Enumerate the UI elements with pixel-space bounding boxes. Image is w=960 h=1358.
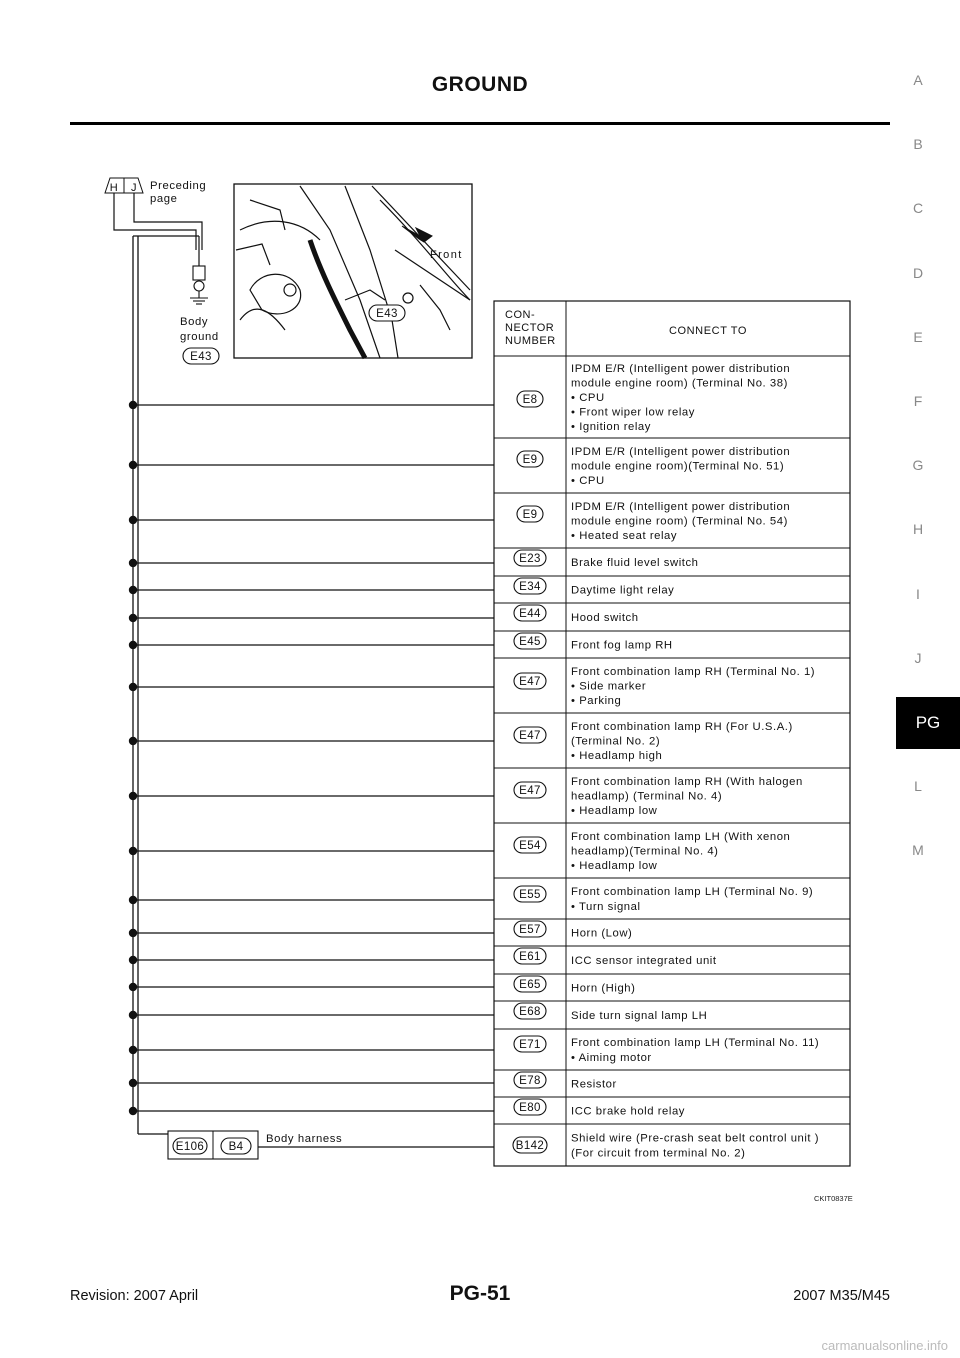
connector-tag-e8: E8 — [522, 394, 538, 406]
connect-to-text: • Front wiper low relay — [571, 406, 695, 419]
side-index-f: F — [913, 393, 923, 409]
junction-dot — [129, 1107, 137, 1115]
side-index-m: M — [912, 842, 924, 859]
connector-tag-e65: E65 — [519, 979, 541, 991]
side-index-j: J — [914, 649, 922, 666]
junction-dot — [129, 847, 137, 855]
connect-to-text: IPDM E/R (Intelligent power distribution — [571, 500, 791, 513]
junction-dot — [129, 586, 137, 594]
connect-to-text: module engine room)(Terminal No. 51) — [571, 460, 785, 473]
harness-connector-b4: B4 — [228, 1141, 244, 1153]
ground-eyelet-icon — [194, 281, 204, 291]
connector-tag-e9: E9 — [522, 454, 538, 466]
connect-to-text: module engine room) (Terminal No. 38) — [571, 377, 788, 390]
preceding-letter-j: J — [130, 182, 138, 194]
connect-to-text: Front combination lamp LH (Terminal No. 9) — [571, 886, 814, 899]
connector-tag-e55: E55 — [519, 889, 541, 901]
connector-tag-e71: E71 — [519, 1039, 541, 1051]
connector-tag-e34: E34 — [519, 581, 541, 593]
junction-dot — [129, 1011, 137, 1019]
connector-tag-e80: E80 — [519, 1102, 541, 1114]
connect-to-text: Front combination lamp RH (With halogen — [571, 775, 803, 788]
harness-connector-e106: E106 — [175, 1141, 205, 1153]
body-ground-label: Body — [180, 316, 209, 328]
side-index-i: I — [916, 585, 920, 602]
junction-dot — [129, 614, 137, 622]
connector-tag-e57: E57 — [519, 924, 541, 936]
body-ground-label: ground — [180, 331, 219, 343]
connector-tag-e47: E47 — [519, 676, 541, 688]
junction-dot — [129, 1079, 137, 1087]
connect-to-text: • Side marker — [571, 680, 647, 693]
junction-dot — [129, 896, 137, 904]
connect-to-text: • Headlamp low — [571, 805, 658, 818]
connect-to-text: • Headlamp high — [571, 750, 663, 763]
side-index-c: C — [912, 200, 924, 217]
table-header-connect-to: CONNECT TO — [668, 325, 748, 337]
connect-to-text: IPDM E/R (Intelligent power distribution — [571, 362, 791, 375]
junction-dot — [129, 516, 137, 524]
figure-code: CKIT0837E — [814, 1194, 853, 1203]
ground-terminal-icon — [193, 266, 205, 280]
table-header-connector-number: NUMBER — [505, 335, 556, 347]
connect-to-text: • CPU — [571, 392, 605, 404]
connect-to-text: Front combination lamp LH (With xenon — [571, 830, 791, 843]
connector-tag-e44: E44 — [519, 608, 541, 620]
connect-to-text: • Heated seat relay — [571, 530, 678, 543]
connect-to-text: Brake fluid level switch — [571, 557, 699, 569]
footer-revision: Revision: 2007 April — [70, 1288, 199, 1304]
connector-tag-e78: E78 — [519, 1075, 541, 1087]
junction-dot — [129, 983, 137, 991]
connect-to-text: • CPU — [571, 475, 605, 488]
junction-dot — [129, 792, 137, 800]
watermark: carmanualsonline.info — [821, 1338, 948, 1353]
connector-tag-b142: B142 — [515, 1140, 545, 1152]
connect-to-text: • Turn signal — [571, 900, 641, 913]
connector-tag-e47: E47 — [519, 730, 541, 742]
junction-dot — [129, 1046, 137, 1054]
connect-to-text: Front combination lamp RH (For U.S.A.) — [571, 720, 793, 733]
connect-to-text: (For circuit from terminal No. 2) — [571, 1147, 746, 1160]
connect-to-text: Front combination lamp RH (Terminal No. 1) — [571, 665, 816, 678]
connect-to-text: module engine room) (Terminal No. 54) — [571, 515, 788, 528]
side-index-e: E — [913, 328, 923, 345]
harness-label: Body harness — [266, 1133, 343, 1145]
connect-to-text: Side turn signal lamp LH — [571, 1010, 708, 1022]
footer-model: 2007 M35/M45 — [793, 1288, 890, 1304]
connect-to-text: Horn (Low) — [571, 927, 633, 940]
junction-dot — [129, 401, 137, 409]
side-index-a: A — [913, 72, 923, 88]
connector-tag-e45: E45 — [519, 636, 541, 648]
junction-dot — [129, 641, 137, 649]
connect-to-text: ICC brake hold relay — [571, 1105, 685, 1118]
footer-page-number: PG-51 — [449, 1282, 511, 1305]
connector-tag-e47: E47 — [519, 785, 541, 797]
preceding-letter-h: H — [109, 182, 119, 194]
connect-to-text: Horn (High) — [571, 982, 636, 995]
side-index-l: L — [914, 778, 922, 795]
connect-to-text: Front fog lamp RH — [571, 639, 673, 652]
side-index-g: G — [912, 457, 924, 474]
connect-to-text: • Headlamp low — [571, 860, 658, 873]
connector-tag-e61: E61 — [519, 951, 541, 963]
connect-to-text: Resistor — [571, 1078, 617, 1091]
junction-dot — [129, 559, 137, 567]
connect-to-text: headlamp) (Terminal No. 4) — [571, 790, 723, 803]
connect-to-text: • Ignition relay — [571, 421, 651, 434]
connect-to-text: IPDM E/R (Intelligent power distribution — [571, 445, 791, 458]
connect-to-text: headlamp)(Terminal No. 4) — [571, 845, 719, 858]
junction-dot — [129, 461, 137, 469]
connect-to-text: Front combination lamp LH (Terminal No. 11) — [571, 1037, 820, 1050]
side-index-d: D — [912, 264, 924, 281]
connector-tag-e23: E23 — [519, 553, 541, 565]
front-arrow-label: Front — [430, 249, 463, 261]
junction-dot — [129, 683, 137, 691]
junction-dot — [129, 737, 137, 745]
side-index-b: B — [913, 136, 923, 153]
table-header-connector-number: CON- — [505, 309, 536, 321]
connect-to-text: Daytime light relay — [571, 584, 675, 597]
connector-tag-e68: E68 — [519, 1006, 541, 1018]
junction-dot — [129, 956, 137, 964]
preceding-page-label: Preceding — [150, 180, 207, 192]
connect-to-text: (Terminal No. 2) — [571, 735, 661, 748]
connector-tag-e54: E54 — [519, 840, 541, 852]
connect-to-text: Shield wire (Pre-crash seat belt control unit ) — [571, 1132, 820, 1145]
preceding-page-label: page — [150, 193, 178, 205]
side-index-h: H — [912, 521, 924, 538]
table-header-connector-number: NECTOR — [505, 322, 555, 334]
junction-dot — [129, 929, 137, 937]
connect-to-text: Hood switch — [571, 612, 639, 624]
page-title: GROUND — [431, 73, 529, 96]
side-index-pg: PG — [896, 697, 960, 749]
photo-connector-e43: E43 — [376, 308, 398, 320]
connector-tag-e9: E9 — [522, 509, 538, 521]
body-ground-connector-e43: E43 — [190, 351, 212, 363]
connect-to-text: • Parking — [571, 695, 622, 708]
connect-to-text: • Aiming motor — [571, 1051, 652, 1064]
connect-to-text: ICC sensor integrated unit — [571, 955, 717, 967]
